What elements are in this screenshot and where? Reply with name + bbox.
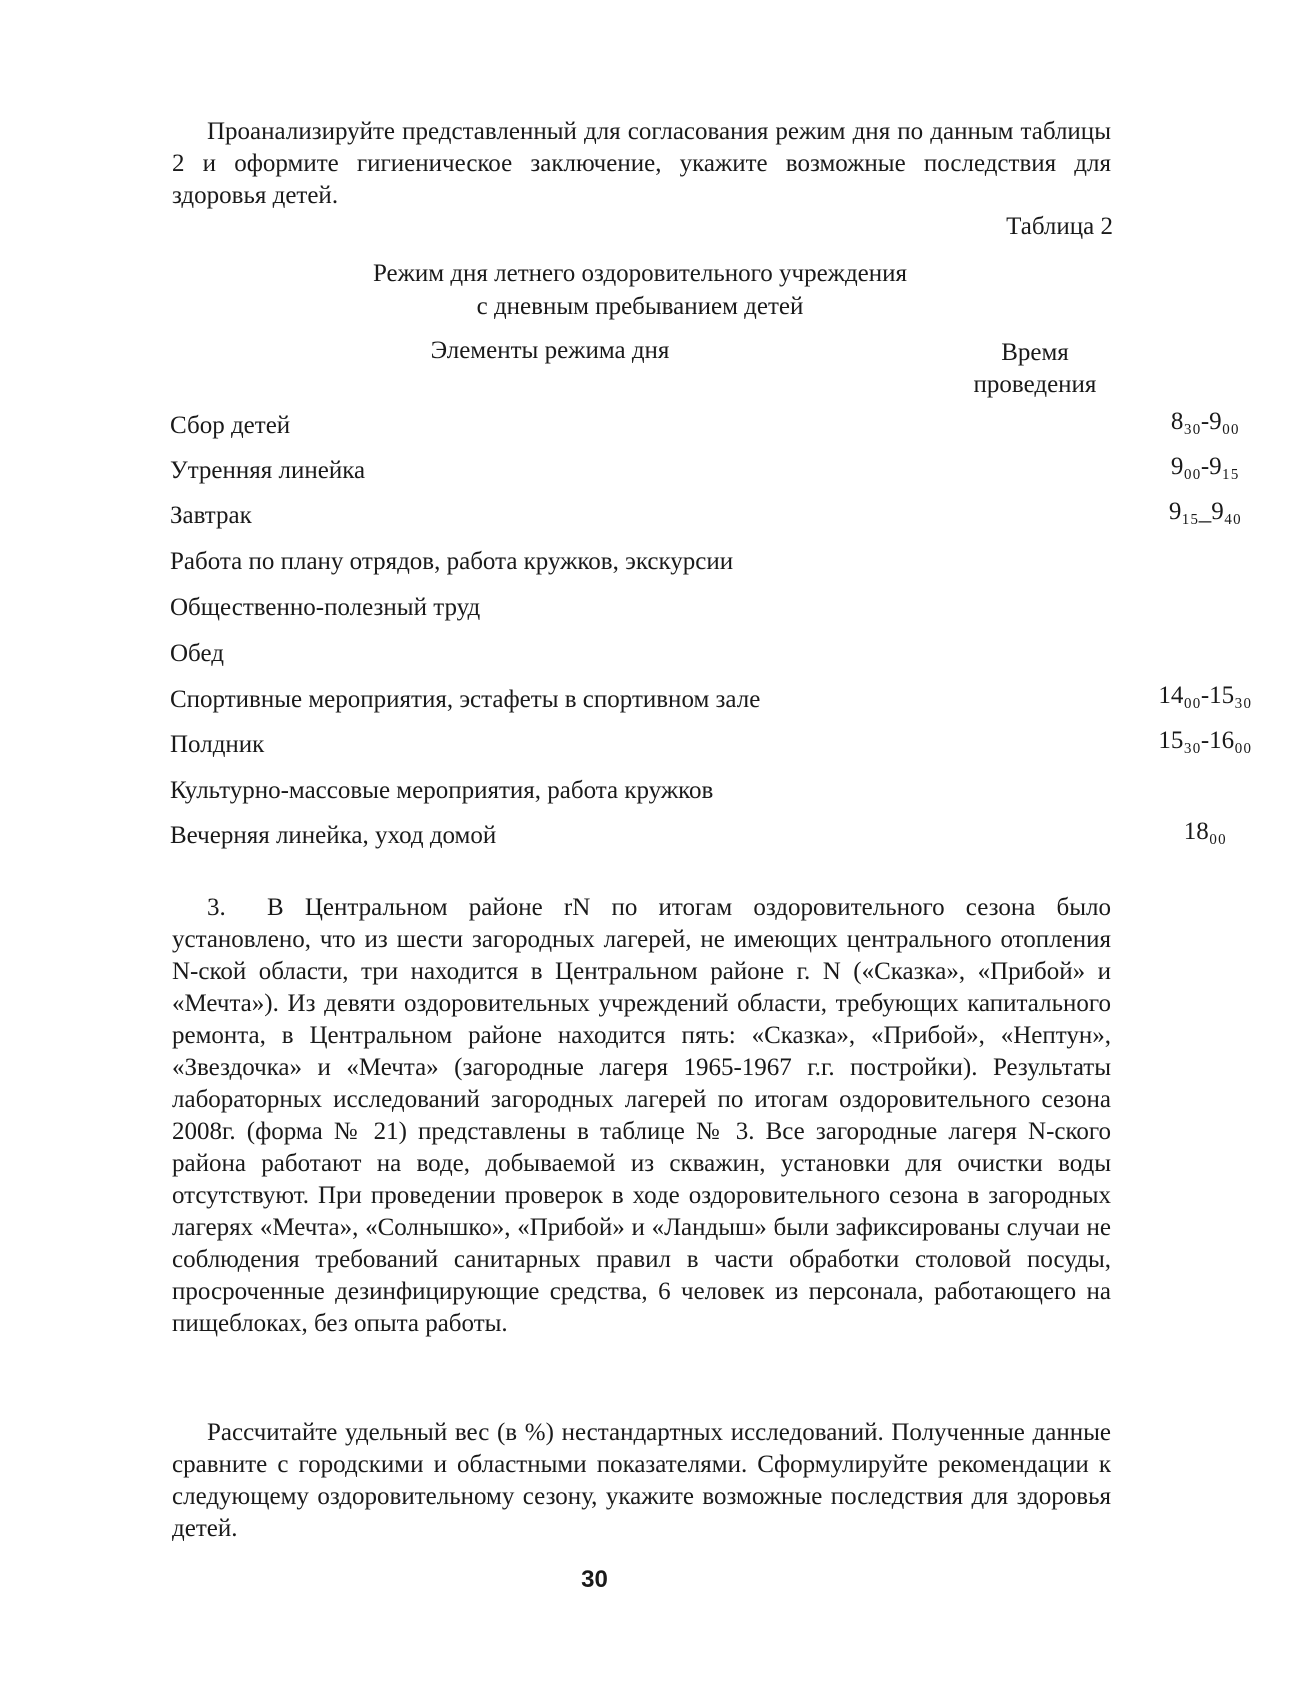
table-row xyxy=(170,594,1130,634)
row-element: Работа по плану отрядов, работа кружков, экскурсии xyxy=(170,548,734,575)
table-row xyxy=(170,408,1240,452)
table-row xyxy=(170,818,1227,862)
row-element: Культурно-массовые мероприятия, работа кружков xyxy=(170,777,714,804)
table-title-line2: с дневным пребыванием детей xyxy=(476,293,804,320)
table-row xyxy=(170,498,1242,542)
table-row xyxy=(170,682,1252,726)
table-title xyxy=(200,257,1080,323)
task3-text: В Центральном районе rN по итогам оздоровительного сезона было установлено, что из шести загородных лагерей, не имеющих центрального отопления N-ской области, три находится в Центральном районе г. N («Сказка», «Прибой» и «Мечта»). Из девяти оздоровительных учреждений области, требующих капитального ремонта, в Центральном районе находится пять: «Сказка», «Прибой», «Нептун», «Звездочка» и «Мечта» (загородные лагеря 1965-1967 г.г. постройки). Результаты лабораторных исследований загородных лагерей по итогам оздоровительного сезона 2008г. (форма № 21) представлены в таблице № 3. Все загородные лагеря N-ского района работают на воде, добываемой из скважин, установки для очистки воды отсутствуют. При проведении проверок в ходе оздоровительного сезона в загородных лагерях «Мечта», «Солнышко», «Прибой» и «Ландыш» были зафиксированы случаи не соблюдения требований санитарных правил в части обработки столовой посуды, просроченные дезинфицирующие средства, 6 человек из персонала, работающего на пищеблоках, без опыта работы. xyxy=(172,894,1111,1337)
row-element: Полдник xyxy=(170,731,265,758)
header-time xyxy=(935,337,1135,401)
row-element: Утренняя линейка xyxy=(170,457,366,484)
row-element: Общественно-полезный труд xyxy=(170,594,481,621)
row-time: 8₃₀-9₀₀ xyxy=(1170,408,1240,435)
row-element: Вечерняя линейка, уход домой xyxy=(170,822,497,849)
table-row xyxy=(170,548,1130,588)
row-time: 9₀₀-9₁₅ xyxy=(1170,453,1240,480)
row-element: Завтрак xyxy=(170,502,252,529)
intro-paragraph: Проанализируйте представленный для согласования режим дня по данным таблицы 2 и оформите гигиеническое заключение, укажите возможные последствия для здоровья детей. xyxy=(172,118,1111,209)
table-row xyxy=(170,453,1240,497)
page-number: 30 xyxy=(581,1566,608,1593)
table-row xyxy=(170,727,1252,771)
header-elements: Элементы режима дня xyxy=(430,337,670,364)
row-time: 9₁₅_9₄₀ xyxy=(1168,498,1242,525)
task3-number: 3. xyxy=(207,894,226,921)
task3-instruction: Рассчитайте удельный вес (в %) нестандартных исследований. Полученные данные сравните с городскими и областными показателями. Сформулируйте рекомендации к следующему оздоровительному сезону, укажите возможные последствия для здоровья детей. xyxy=(172,1419,1111,1542)
table-row xyxy=(170,777,1130,817)
row-element: Сбор детей xyxy=(170,412,291,439)
row-time: 15₃₀-16₀₀ xyxy=(1158,727,1252,754)
row-time: 18₀₀ xyxy=(1183,818,1227,845)
table-caption: Таблица 2 xyxy=(1006,213,1113,240)
table-title-line1: Режим дня летнего оздоровительного учреждения xyxy=(372,260,908,287)
table-row xyxy=(170,640,1130,680)
row-element: Обед xyxy=(170,640,224,667)
task3-paragraph xyxy=(172,892,1111,1340)
header-time-line2: проведения xyxy=(973,371,1097,398)
row-time: 14₀₀-15₃₀ xyxy=(1158,682,1252,709)
row-element: Спортивные мероприятия, эстафеты в спортивном зале xyxy=(170,686,761,713)
header-time-line1: Время xyxy=(1001,339,1069,366)
